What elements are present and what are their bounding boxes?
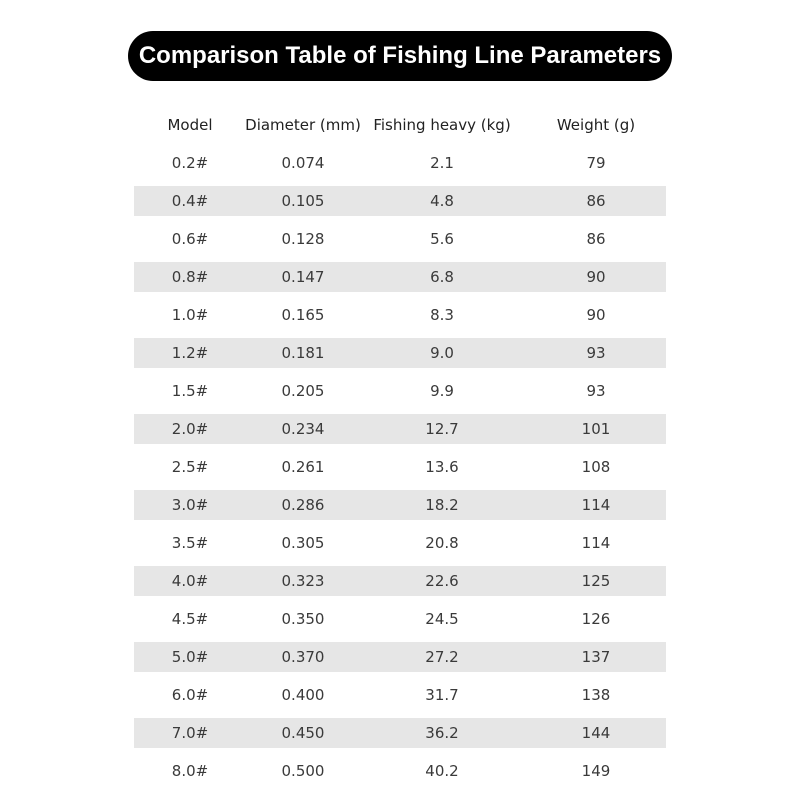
cell-fishing-heavy: 8.3 bbox=[430, 306, 454, 324]
cell-model: 2.5# bbox=[171, 458, 209, 476]
cell-diameter: 0.323 bbox=[281, 572, 325, 590]
table-row bbox=[134, 414, 666, 444]
cell-diameter: 0.286 bbox=[281, 496, 325, 514]
table-header bbox=[134, 106, 666, 144]
cell-model: 4.0# bbox=[171, 572, 209, 590]
table-row bbox=[134, 262, 666, 292]
cell-weight: 126 bbox=[581, 610, 611, 628]
cell-fishing-heavy: 40.2 bbox=[425, 762, 459, 780]
cell-diameter: 0.400 bbox=[281, 686, 325, 704]
parameter-table bbox=[134, 106, 666, 790]
cell-model: 1.5# bbox=[171, 382, 209, 400]
cell-diameter: 0.074 bbox=[281, 154, 325, 172]
table-row bbox=[134, 676, 666, 714]
cell-weight: 90 bbox=[586, 268, 606, 286]
cell-fishing-heavy: 13.6 bbox=[425, 458, 459, 476]
cell-diameter: 0.234 bbox=[281, 420, 325, 438]
cell-weight: 138 bbox=[581, 686, 611, 704]
table-row bbox=[134, 338, 666, 368]
table-row bbox=[134, 372, 666, 410]
table-row bbox=[134, 186, 666, 216]
cell-fishing-heavy: 31.7 bbox=[425, 686, 459, 704]
cell-model: 6.0# bbox=[171, 686, 209, 704]
cell-diameter: 0.105 bbox=[281, 192, 325, 210]
cell-fishing-heavy: 4.8 bbox=[430, 192, 454, 210]
cell-weight: 86 bbox=[586, 230, 606, 248]
cell-model: 3.0# bbox=[171, 496, 209, 514]
cell-weight: 90 bbox=[586, 306, 606, 324]
table-row bbox=[134, 490, 666, 520]
cell-weight: 86 bbox=[586, 192, 606, 210]
cell-model: 8.0# bbox=[171, 762, 209, 780]
table-row bbox=[134, 296, 666, 334]
cell-weight: 137 bbox=[581, 648, 611, 666]
header-fishing-heavy: Fishing heavy (kg) bbox=[373, 116, 511, 134]
cell-weight: 114 bbox=[581, 534, 611, 552]
table-row bbox=[134, 566, 666, 596]
cell-model: 0.4# bbox=[171, 192, 209, 210]
cell-model: 7.0# bbox=[171, 724, 209, 742]
cell-fishing-heavy: 12.7 bbox=[425, 420, 459, 438]
cell-fishing-heavy: 9.9 bbox=[430, 382, 454, 400]
cell-diameter: 0.500 bbox=[281, 762, 325, 780]
cell-model: 5.0# bbox=[171, 648, 209, 666]
cell-model: 0.2# bbox=[171, 154, 209, 172]
table-row bbox=[134, 600, 666, 638]
cell-diameter: 0.370 bbox=[281, 648, 325, 666]
cell-diameter: 0.305 bbox=[281, 534, 325, 552]
cell-fishing-heavy: 2.1 bbox=[430, 154, 454, 172]
table-row bbox=[134, 642, 666, 672]
cell-weight: 79 bbox=[586, 154, 606, 172]
cell-weight: 125 bbox=[581, 572, 611, 590]
cell-weight: 93 bbox=[586, 382, 606, 400]
cell-diameter: 0.450 bbox=[281, 724, 325, 742]
table-row bbox=[134, 448, 666, 486]
cell-model: 3.5# bbox=[171, 534, 209, 552]
cell-fishing-heavy: 20.8 bbox=[425, 534, 459, 552]
table-row bbox=[134, 752, 666, 790]
cell-model: 4.5# bbox=[171, 610, 209, 628]
cell-fishing-heavy: 9.0 bbox=[430, 344, 454, 362]
table-row bbox=[134, 718, 666, 748]
cell-diameter: 0.128 bbox=[281, 230, 325, 248]
cell-fishing-heavy: 18.2 bbox=[425, 496, 459, 514]
cell-diameter: 0.165 bbox=[281, 306, 325, 324]
cell-weight: 114 bbox=[581, 496, 611, 514]
cell-model: 2.0# bbox=[171, 420, 209, 438]
header-weight: Weight (g) bbox=[556, 116, 636, 134]
cell-fishing-heavy: 36.2 bbox=[425, 724, 459, 742]
cell-model: 0.8# bbox=[171, 268, 209, 286]
cell-model: 1.0# bbox=[171, 306, 209, 324]
cell-fishing-heavy: 6.8 bbox=[430, 268, 454, 286]
cell-diameter: 0.261 bbox=[281, 458, 325, 476]
cell-fishing-heavy: 22.6 bbox=[425, 572, 459, 590]
table-row bbox=[134, 144, 666, 182]
cell-diameter: 0.147 bbox=[281, 268, 325, 286]
cell-weight: 101 bbox=[581, 420, 611, 438]
cell-weight: 149 bbox=[581, 762, 611, 780]
cell-diameter: 0.350 bbox=[281, 610, 325, 628]
header-model: Model bbox=[167, 116, 213, 134]
header-diameter: Diameter (mm) bbox=[245, 116, 361, 134]
cell-diameter: 0.205 bbox=[281, 382, 325, 400]
page-title: Comparison Table of Fishing Line Parameters bbox=[138, 42, 662, 69]
cell-diameter: 0.181 bbox=[281, 344, 325, 362]
cell-model: 1.2# bbox=[171, 344, 209, 362]
title-banner bbox=[128, 31, 672, 81]
cell-weight: 144 bbox=[581, 724, 611, 742]
table-row bbox=[134, 220, 666, 258]
cell-fishing-heavy: 5.6 bbox=[430, 230, 454, 248]
cell-fishing-heavy: 24.5 bbox=[425, 610, 459, 628]
cell-fishing-heavy: 27.2 bbox=[425, 648, 459, 666]
table-row bbox=[134, 524, 666, 562]
cell-weight: 108 bbox=[581, 458, 611, 476]
cell-weight: 93 bbox=[586, 344, 606, 362]
cell-model: 0.6# bbox=[171, 230, 209, 248]
